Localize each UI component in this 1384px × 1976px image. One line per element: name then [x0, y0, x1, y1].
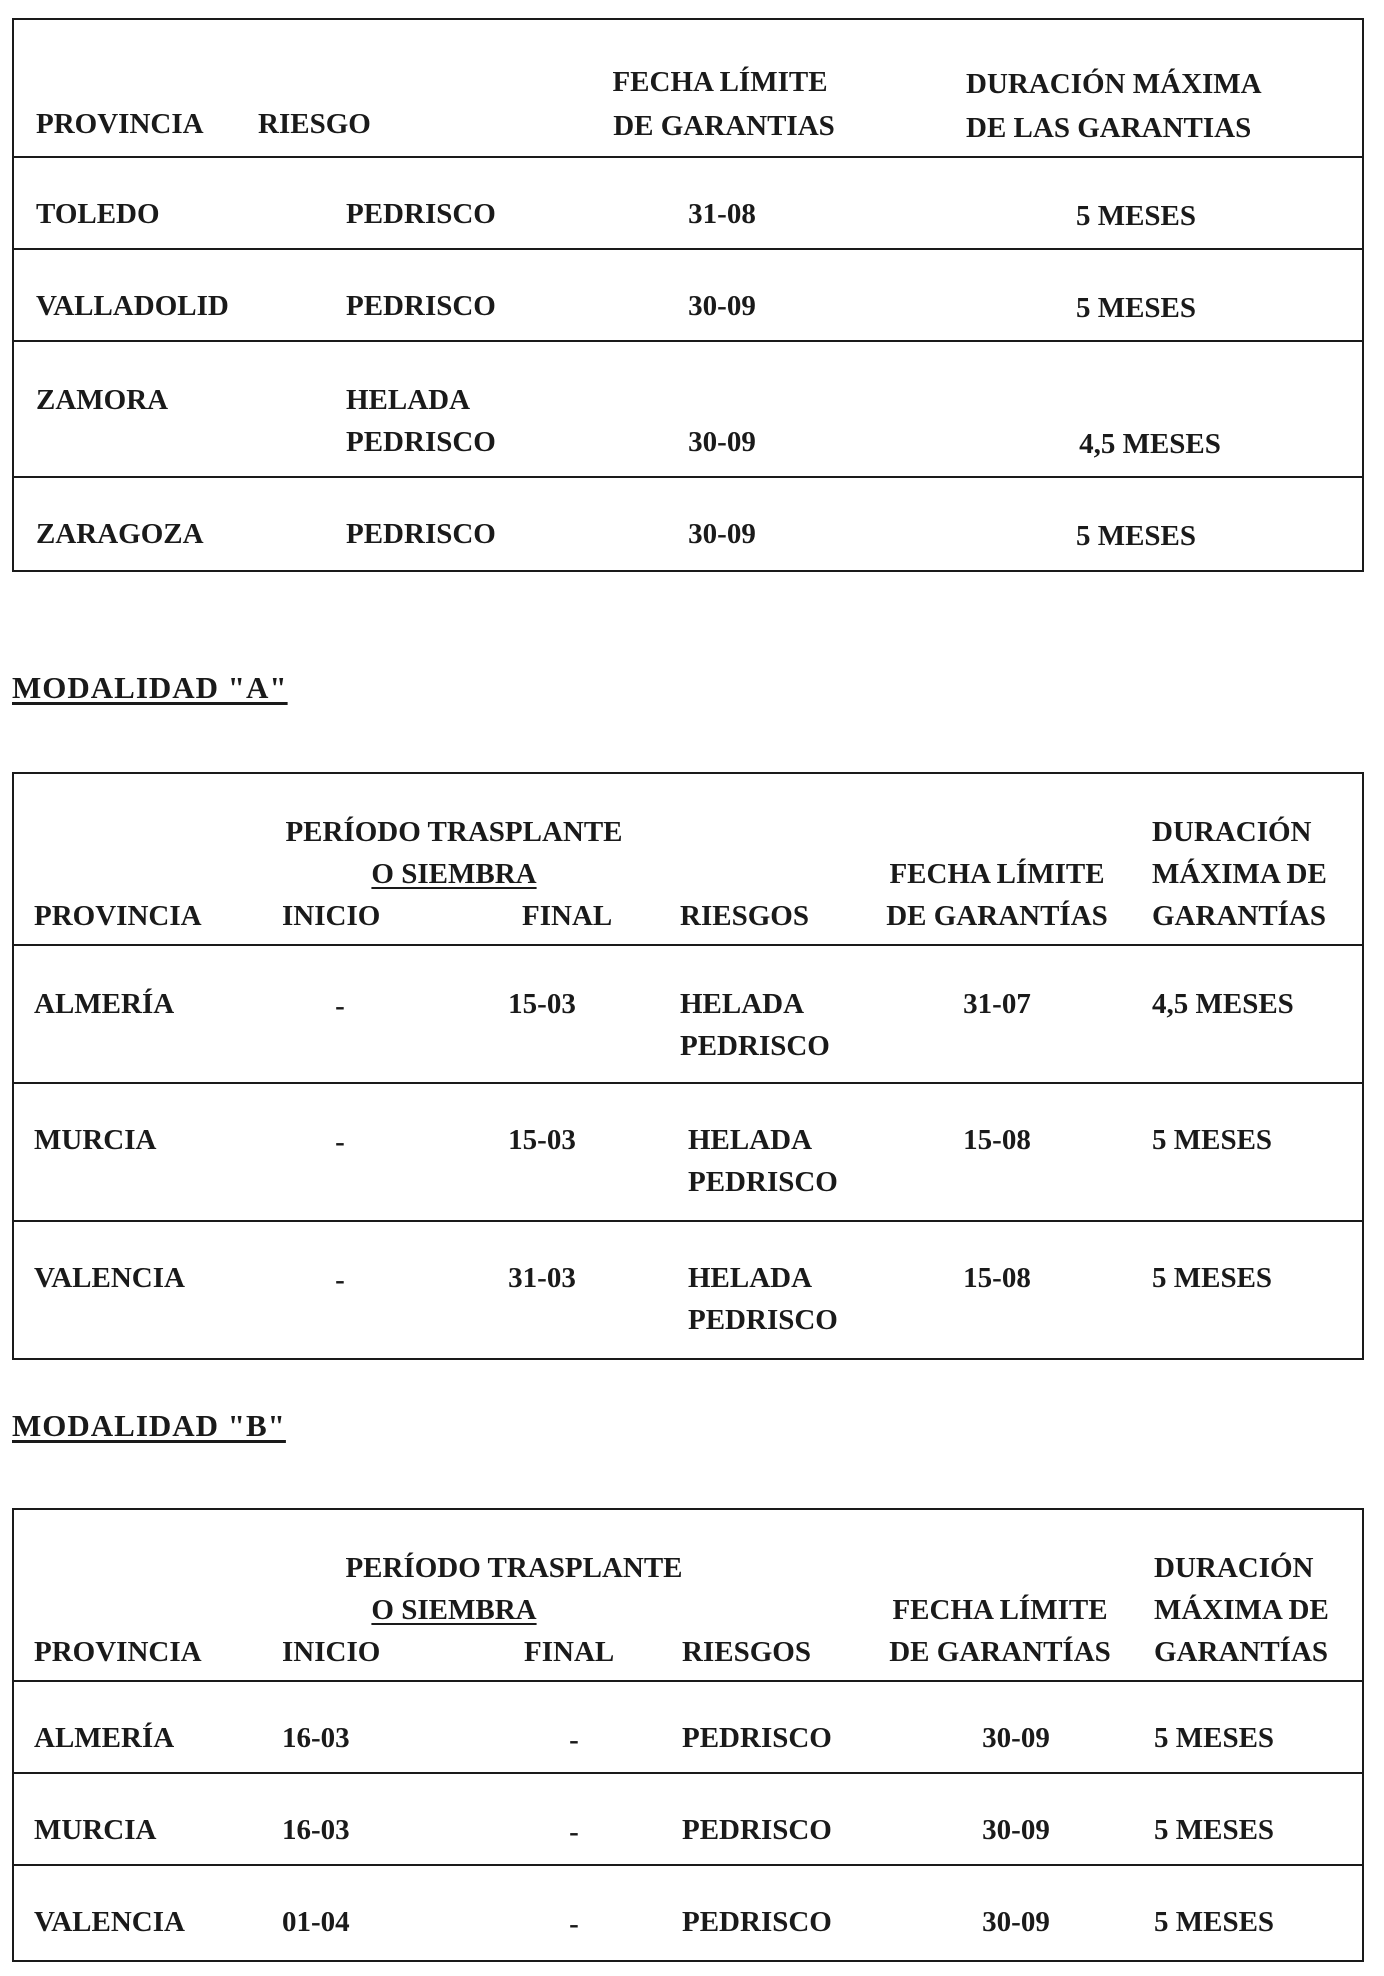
row-duracion: 4,5 MESES	[1152, 988, 1294, 1020]
header-provincia: PROVINCIA	[36, 108, 204, 140]
table-2	[12, 772, 1364, 1360]
header-duracion-line3: GARANTÍAS	[1154, 1636, 1329, 1668]
row-provincia: VALENCIA	[34, 1906, 185, 1938]
row-inicio: -	[335, 990, 345, 1022]
row-provincia: TOLEDO	[36, 198, 160, 230]
row-final: -	[569, 1724, 579, 1756]
row-riesgo: PEDRISCO	[682, 1814, 832, 1846]
header-periodo-line2: O SIEMBRA	[371, 858, 537, 890]
header-riesgos: RIESGOS	[682, 1636, 811, 1668]
row-inicio: 16-03	[282, 1722, 350, 1754]
row-fecha: 15-08	[963, 1124, 1031, 1156]
header-periodo-line1: PERÍODO TRASPLANTE	[285, 816, 623, 848]
header-provincia: PROVINCIA	[34, 1636, 202, 1668]
row-inicio: -	[335, 1126, 345, 1158]
row-fecha: 30-09	[982, 1722, 1050, 1754]
row-duracion: 4,5 MESES	[1079, 428, 1221, 460]
header-duracion-line3: GARANTÍAS	[1152, 900, 1327, 932]
row-divider	[14, 248, 1362, 250]
row-riesgo: HELADA	[688, 1262, 813, 1294]
row-duracion: 5 MESES	[1075, 292, 1197, 324]
header-divider	[14, 944, 1362, 946]
header-fecha-line2: DE GARANTÍAS	[886, 900, 1108, 932]
row-fecha: 30-09	[688, 518, 756, 550]
header-periodo-line1: PERÍODO TRASPLANTE	[345, 1552, 683, 1584]
row-final: -	[569, 1908, 579, 1940]
row-riesgo: HELADA	[688, 1124, 813, 1156]
modalidad-b-heading: MODALIDAD "B"	[12, 1408, 286, 1443]
header-riesgo: RIESGO	[258, 108, 371, 140]
row-inicio: -	[335, 1264, 345, 1296]
header-final: FINAL	[524, 1636, 615, 1668]
row-fecha: 30-09	[688, 426, 756, 458]
row-divider	[14, 476, 1362, 478]
row-riesgo: HELADA	[680, 988, 805, 1020]
row-riesgo: HELADA	[346, 384, 471, 416]
header-duracion-line1: DURACIÓN	[1154, 1552, 1314, 1584]
header-inicio: INICIO	[282, 900, 381, 932]
row-riesgo: PEDRISCO	[688, 1304, 838, 1336]
header-fecha-line2: DE GARANTIAS	[613, 110, 835, 142]
header-duracion-line1: DURACIÓN	[1152, 816, 1312, 848]
row-duracion: 5 MESES	[1075, 200, 1197, 232]
row-fecha: 31-07	[963, 988, 1031, 1020]
row-riesgo: PEDRISCO	[346, 426, 496, 458]
row-riesgo: PEDRISCO	[346, 198, 496, 230]
row-provincia: ZARAGOZA	[36, 518, 204, 550]
row-fecha: 30-09	[982, 1814, 1050, 1846]
row-riesgo: PEDRISCO	[346, 518, 496, 550]
header-duracion-line2: DE LAS GARANTIAS	[966, 112, 1252, 144]
row-final: 31-03	[508, 1262, 576, 1294]
header-fecha-line1: FECHA LÍMITE	[892, 1594, 1108, 1626]
header-divider	[14, 156, 1362, 158]
row-divider	[14, 340, 1362, 342]
header-inicio: INICIO	[282, 1636, 381, 1668]
row-riesgo: PEDRISCO	[346, 290, 496, 322]
header-fecha-line1: FECHA LÍMITE	[889, 858, 1105, 890]
row-divider	[14, 1864, 1362, 1866]
row-final: 15-03	[508, 1124, 576, 1156]
modalidad-a-heading: MODALIDAD "A"	[12, 670, 288, 705]
row-fecha: 31-08	[688, 198, 756, 230]
row-divider	[14, 1772, 1362, 1774]
table-1	[12, 18, 1364, 572]
header-duracion-line1: DURACIÓN MÁXIMA	[966, 68, 1262, 100]
row-duracion: 5 MESES	[1075, 520, 1197, 552]
header-fecha-line2: DE GARANTÍAS	[889, 1636, 1111, 1668]
row-riesgo: PEDRISCO	[688, 1166, 838, 1198]
row-riesgo: PEDRISCO	[680, 1030, 830, 1062]
row-inicio: 16-03	[282, 1814, 350, 1846]
header-periodo-line2: O SIEMBRA	[371, 1594, 537, 1626]
row-fecha: 15-08	[963, 1262, 1031, 1294]
row-provincia: MURCIA	[34, 1814, 157, 1846]
row-fecha: 30-09	[688, 290, 756, 322]
row-duracion: 5 MESES	[1154, 1814, 1275, 1846]
row-final: -	[569, 1816, 579, 1848]
header-riesgos: RIESGOS	[680, 900, 809, 932]
header-final: FINAL	[522, 900, 613, 932]
header-provincia: PROVINCIA	[34, 900, 202, 932]
row-duracion: 5 MESES	[1152, 1124, 1273, 1156]
row-provincia: VALENCIA	[34, 1262, 185, 1294]
row-provincia: VALLADOLID	[36, 290, 229, 322]
row-provincia: ZAMORA	[36, 384, 169, 416]
row-fecha: 30-09	[982, 1906, 1050, 1938]
row-duracion: 5 MESES	[1154, 1722, 1275, 1754]
row-provincia: ALMERÍA	[34, 988, 175, 1020]
row-provincia: ALMERÍA	[34, 1722, 175, 1754]
header-divider	[14, 1680, 1362, 1682]
header-fecha-line1: FECHA LÍMITE	[612, 66, 828, 98]
row-divider	[14, 1220, 1362, 1222]
row-divider	[14, 1082, 1362, 1084]
row-duracion: 5 MESES	[1152, 1262, 1273, 1294]
row-inicio: 01-04	[282, 1906, 350, 1938]
header-duracion-line2: MÁXIMA DE	[1152, 858, 1327, 890]
row-riesgo: PEDRISCO	[682, 1906, 832, 1938]
row-riesgo: PEDRISCO	[682, 1722, 832, 1754]
table-3	[12, 1508, 1364, 1962]
row-duracion: 5 MESES	[1154, 1906, 1275, 1938]
row-provincia: MURCIA	[34, 1124, 157, 1156]
header-duracion-line2: MÁXIMA DE	[1154, 1594, 1329, 1626]
row-final: 15-03	[508, 988, 576, 1020]
